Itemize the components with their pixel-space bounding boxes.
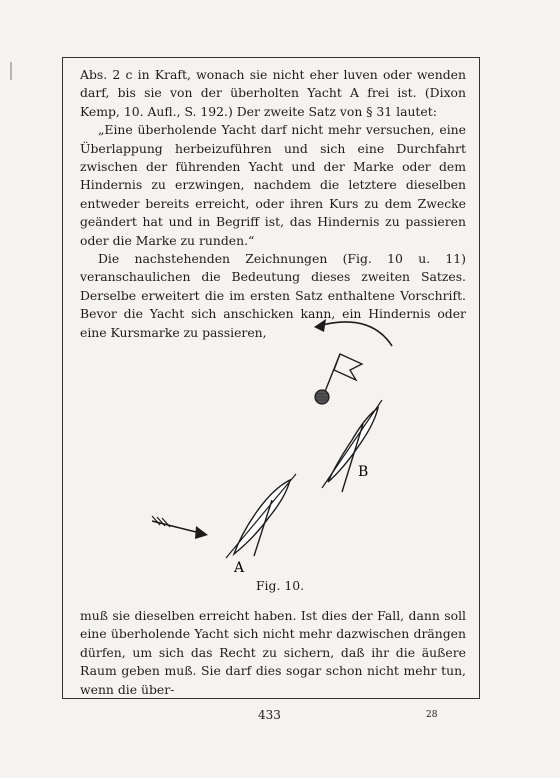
label-b: B	[358, 464, 369, 480]
figure-caption: Fig. 10.	[255, 578, 305, 593]
label-a: A	[234, 560, 245, 576]
rounding-arrow	[314, 319, 392, 346]
wind-arrow-icon	[152, 516, 208, 539]
page-edge-mark	[10, 62, 12, 80]
quote-paragraph: „Eine überholende Yacht darf nicht mehr versuchen, eine Überlappung herbeizuführen und sich eine Durchfahrt zwischen der führenden Yacht und der Marke oder dem Hindernis zu erzwingen, nachdem die letztere dieselben entweder bereits erreicht, oder ihren Kurs zu dem Zwecke geändert hat und in Begriff ist, das Hindernis zu passieren oder die Marke zu runden.“	[80, 122, 466, 248]
yacht-b-icon	[322, 400, 382, 492]
body-text-bottom	[80, 607, 466, 699]
yacht-a-icon	[226, 474, 296, 558]
flag-buoy-icon	[315, 354, 362, 404]
paragraph: muß sie dieselben erreicht haben. Ist dies der Fall, dann soll eine überholende Yacht sich nicht mehr dazwischen drängen dürfen, um sich das Recht zu sichern, daß ihr die äußere Raum geben muß. Sie darf dies sogar schon nicht mehr tun, wenn die über-	[80, 608, 466, 697]
body-text-top	[80, 66, 466, 342]
paragraph: Abs. 2 c in Kraft, wonach sie nicht eher luven oder wenden darf, bis sie von der überholten Yacht A frei ist. (Dixon Kemp, 10. Aufl., S. 192.) Der zweite Satz von § 31 lautet:	[80, 67, 466, 119]
page-number: 433	[258, 708, 281, 722]
paragraph: Die nachstehenden Zeichnungen (Fig. 10 u. 11) veranschaulichen die Bedeutung dieses zweiten Satzes. Derselbe erweitert die im ersten Satz enthaltene Vorschrift. Bevor die Yacht sich anschicken kann, ein Hindernis oder eine Kursmarke zu passieren,	[80, 251, 466, 340]
figure-10-diagram	[130, 310, 460, 600]
signature-mark: 28	[426, 710, 438, 720]
